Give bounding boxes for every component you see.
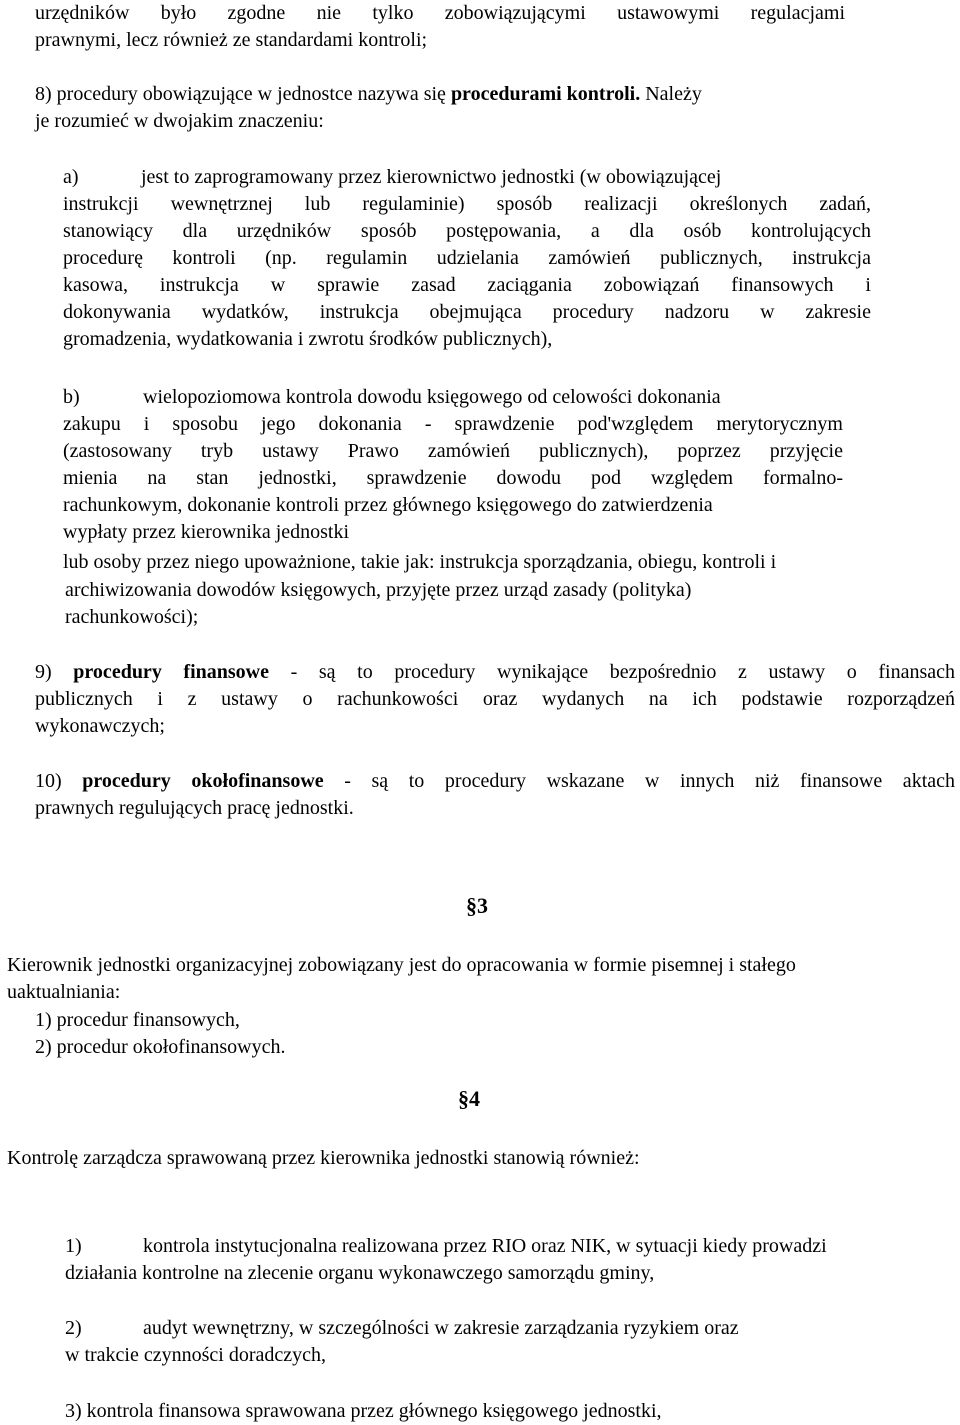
item-b-line-2: zakupu i sposobu jego dokonania - sprawdzenie pod'względem merytorycznym	[63, 413, 843, 435]
section-4-item-2-line-2: w trakcie czynności doradczych,	[65, 1344, 326, 1366]
item-a-marker: a)	[63, 166, 79, 188]
item-a-line-1	[63, 164, 871, 191]
section-4-heading: §4	[458, 1086, 480, 1111]
item-a-line-3: stanowiący dla urzędników sposób postępowania, a dla osób kontrolujących	[63, 220, 871, 242]
section-3-line-1: Kierownik jednostki organizacyjnej zobowiązany jest do opracowania w formie pisemnej i stałego	[7, 954, 796, 976]
section-4-item-2-text-1: audyt wewnętrzny, w szczególności w zakresie zarządzania ryzykiem oraz	[143, 1317, 739, 1339]
section-4-item-1	[65, 1233, 955, 1287]
item-a-line-7: gromadzenia, wydatkowania i zwrotu środków publicznych),	[63, 328, 553, 350]
section-4-item-2-marker: 2)	[65, 1317, 82, 1339]
item-a	[63, 164, 871, 353]
item-a-text-1: jest to zaprogramowany przez kierownictwo jednostki (w obowiązującej	[141, 166, 722, 188]
item-a-line-5: kasowa, instrukcja w sprawie zasad zaciągania zobowiązań finansowych i	[63, 274, 871, 296]
item-10-marker: 10)	[35, 770, 62, 792]
section-3-item-1: 1) procedur finansowych,	[35, 1009, 240, 1031]
item-b-continuation-2	[65, 577, 935, 631]
item-8-bold-term: procedurami kontroli.	[450, 83, 641, 105]
item-8-line-1	[35, 81, 855, 108]
item-8-prefix: 8) procedury obowiązujące w jednostce nazywa się	[35, 83, 451, 105]
item-9-bold-term: procedury finansowe	[73, 661, 269, 683]
item-10-line-1	[35, 768, 955, 795]
item-b-continuation	[63, 549, 933, 576]
item-b-line-1	[63, 384, 843, 411]
section-4-item-3-text: 3) kontrola finansowa sprawowana przez głównego księgowego jednostki,	[65, 1400, 662, 1422]
item-b	[63, 384, 843, 546]
section-4-item-1-text-1: kontrola instytucjonalna realizowana przez RIO oraz NIK, w sytuacji kiedy prowadzi	[143, 1235, 827, 1257]
item-9-rest: - są to procedury wynikające bezpośrednio z ustawy o finansach	[269, 661, 955, 683]
item-b-cont-line-2: archiwizowania dowodów księgowych, przyjęte przez urząd zasady (polityka)	[65, 579, 692, 601]
intro-line-2: prawnymi, lecz również ze standardami kontroli;	[35, 29, 428, 51]
item-9-marker: 9)	[35, 661, 52, 683]
item-8	[35, 81, 855, 135]
item-b-text-1: wielopoziomowa kontrola dowodu księgowego od celowości dokonania	[143, 386, 721, 408]
item-10-line-2: prawnych regulujących pracę jednostki.	[35, 797, 354, 819]
intro-line-1: urzędników było zgodne nie tylko zobowiązującymi ustawowymi regulacjami	[35, 2, 845, 24]
item-b-cont-line-1: lub osoby przez niego upoważnione, takie jak: instrukcja sporządzania, obiegu, kontroli i	[63, 551, 777, 573]
item-10-bold-term: procedury okołofinansowe	[82, 770, 324, 792]
item-9-line-3: wykonawczych;	[35, 715, 165, 737]
section-3-item-2: 2) procedur okołofinansowych.	[35, 1036, 286, 1058]
item-8-after: Należy	[640, 83, 702, 105]
section-3-list	[35, 1007, 635, 1061]
section-3-body	[7, 952, 947, 1006]
item-a-line-6: dokonywania wydatków, instrukcja obejmująca procedury nadzoru w zakresie	[63, 301, 871, 323]
item-9	[35, 659, 955, 740]
item-8-line-2: je rozumieć w dwojakim znaczeniu:	[35, 110, 324, 132]
intro-paragraph	[35, 0, 845, 54]
item-b-cont-line-3: rachunkowości);	[65, 606, 199, 628]
item-9-line-1	[35, 659, 955, 686]
section-4-item-2	[65, 1315, 925, 1369]
item-b-line-6: wypłaty przez kierownika jednostki	[63, 521, 350, 543]
section-4-item-2-line-1	[65, 1315, 925, 1342]
item-b-marker: b)	[63, 386, 80, 408]
section-4-intro: Kontrolę zarządcza sprawowaną przez kierownika jednostki stanowią również:	[7, 1147, 640, 1169]
item-9-line-2: publicznych i z ustawy o rachunkowości oraz wydanych na ich podstawie rozporządzeń	[35, 688, 955, 710]
section-4-item-1-line-2: działania kontrolne na zlecenie organu wykonawczego samorządu gminy,	[65, 1262, 655, 1284]
item-10	[35, 768, 955, 822]
section-4-item-3	[65, 1398, 925, 1425]
item-b-line-3: (zastosowany tryb ustawy Prawo zamówień publicznych), poprzez przyjęcie	[63, 440, 843, 462]
item-a-line-2: instrukcji wewnętrznej lub regulaminie) sposób realizacji określonych zadań,	[63, 193, 871, 215]
section-4-item-1-line-1	[65, 1233, 955, 1260]
item-b-line-4: mienia na stan jednostki, sprawdzenie dowodu pod względem formalno-	[63, 467, 843, 489]
section-3-line-2: uaktualniania:	[7, 981, 121, 1003]
item-b-line-5: rachunkowym, dokonanie kontroli przez głównego księgowego do zatwierdzenia	[63, 494, 713, 516]
section-4-item-1-marker: 1)	[65, 1235, 82, 1257]
section-3-heading: §3	[466, 893, 488, 918]
item-a-line-4: procedurę kontroli (np. regulamin udzielania zamówień publicznych, instrukcja	[63, 247, 871, 269]
item-10-rest: - są to procedury wskazane w innych niż finansowe aktach	[323, 770, 955, 792]
